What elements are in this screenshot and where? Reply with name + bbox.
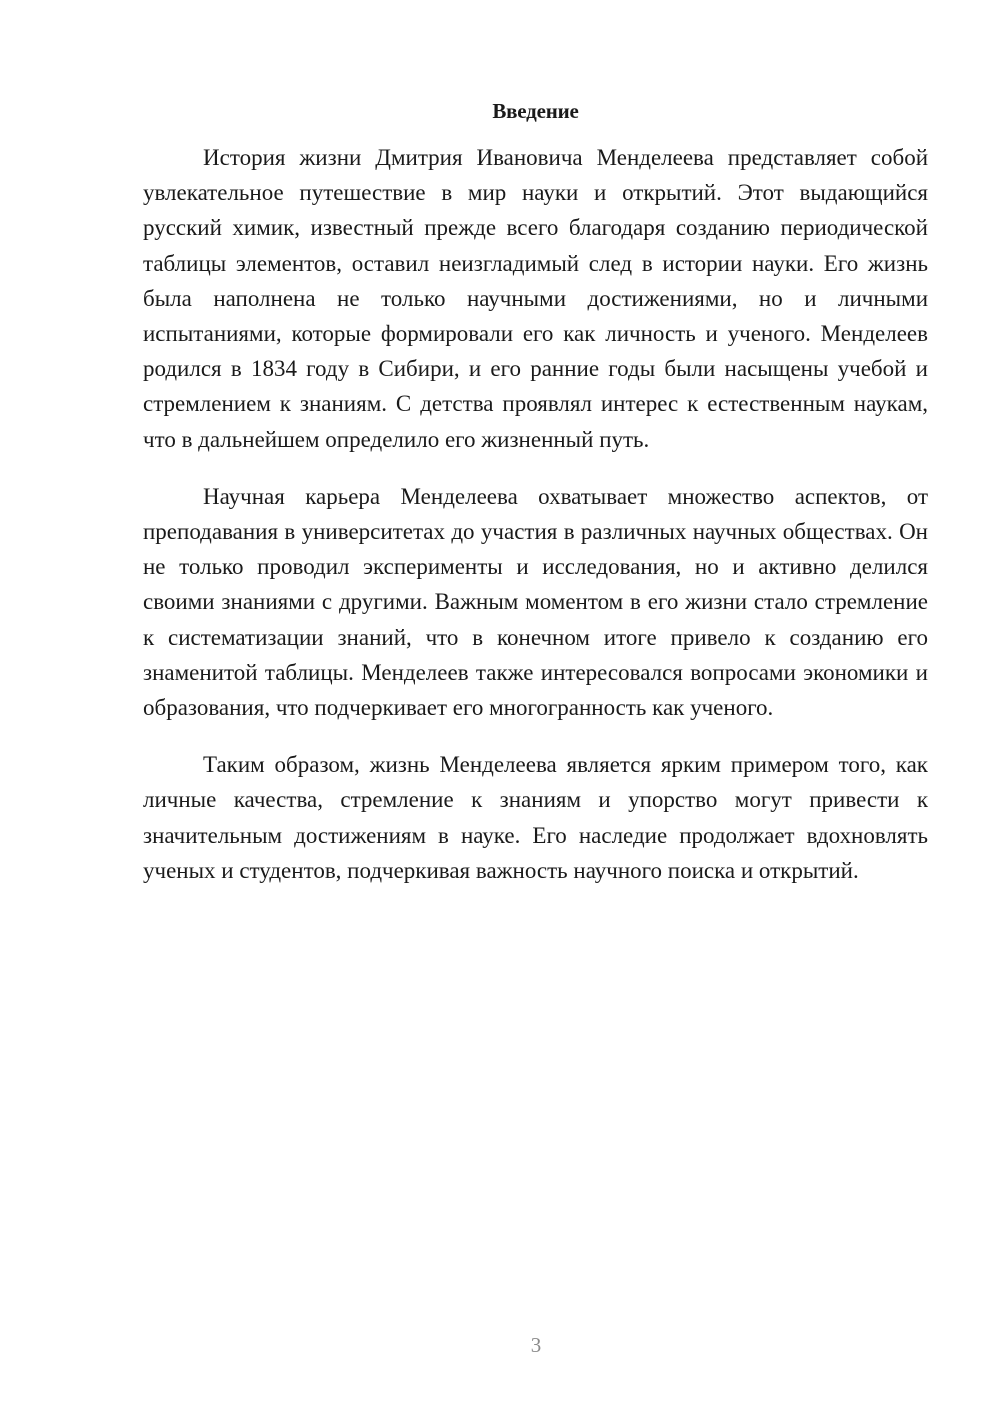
paragraph-3: Таким образом, жизнь Менделеева является ярким примером того, как личные качества, стремление к знаниям и упорство могут привести к значительным достижениям в науке. Его наследие продолжает вдохновлять ученых и студентов, подчеркивая важность научного поиска и открытий. — [143, 752, 928, 883]
page-number: 3 — [530, 1333, 542, 1357]
page-content — [143, 96, 928, 910]
paragraph-2: Научная карьера Менделеева охватывает множество аспектов, от преподавания в университетах до участия в различных научных обществах. Он не только проводил эксперименты и исследования, но и активно делился своими знаниями с другими. Важным моментом в его жизни стало стремление к систематизации знаний, что в конечном итоге привело к созданию его знаменитой таблицы. Менделеев также интересовался вопросами экономики и образования, что подчеркивает его многогранность как ученого. — [143, 483, 928, 721]
section-heading: Введение — [492, 99, 579, 123]
paragraph-1: История жизни Дмитрия Ивановича Менделеева представляет собой увлекательное путешествие в мир науки и открытий. Этот выдающийся русский химик, известный прежде всего благодаря созданию периодической таблицы элементов, оставил неизгладимый след в истории науки. Его жизнь была наполнена не только научными достижениями, но и личными испытаниями, которые формировали его как личность и ученого. Менделеев родился в 1834 году в Сибири, и его ранние годы были насыщены учебой и стремлением к знаниям. С детства проявлял интерес к естественным наукам, что в дальнейшем определило его жизненный путь. — [143, 145, 928, 452]
